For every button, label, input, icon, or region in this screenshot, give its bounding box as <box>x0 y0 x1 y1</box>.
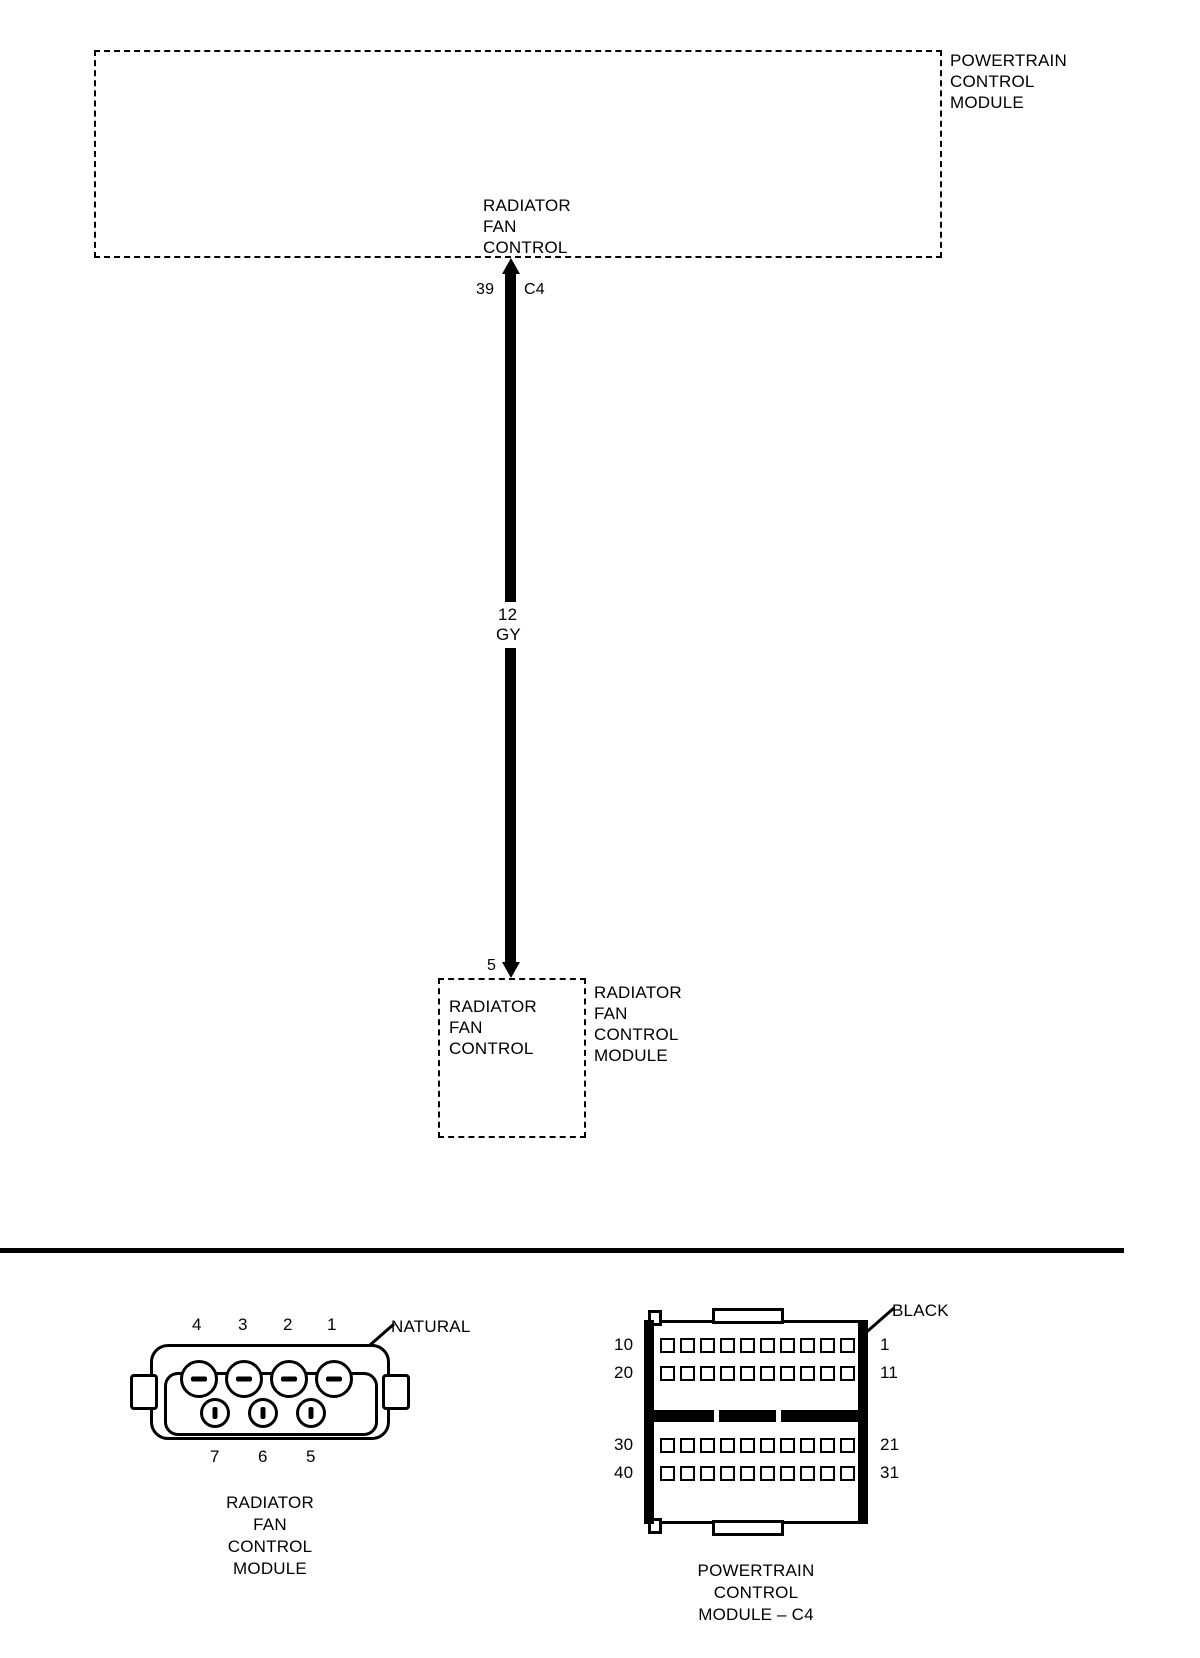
connector-b-pin <box>840 1366 855 1381</box>
connector-b-pin <box>760 1438 775 1453</box>
radiator-fan-control-module-label-line1: RADIATOR <box>594 983 682 1002</box>
connector-a-cavity-2 <box>270 1360 308 1398</box>
connector-a-pin-7: 7 <box>210 1447 220 1466</box>
connector-b-pin <box>820 1466 835 1481</box>
connector-b-right-label-11: 11 <box>880 1363 899 1382</box>
radiator-fan-control-module-label-line4: MODULE <box>594 1046 668 1065</box>
connector-a-left-tab <box>130 1374 158 1410</box>
connector-b-pin <box>700 1338 715 1353</box>
connector-b-pin <box>840 1466 855 1481</box>
connector-view-radiator-fan-control-module <box>120 1300 520 1620</box>
connector-b-left-label-40: 40 <box>614 1463 634 1482</box>
wire-segment-upper <box>505 272 516 602</box>
connector-a-pin-3: 3 <box>238 1315 248 1334</box>
connector-b-pin <box>840 1438 855 1453</box>
connector-b-pin <box>660 1438 675 1453</box>
connector-b-left-rail <box>644 1320 654 1524</box>
connector-b-pin <box>720 1338 735 1353</box>
wire-color-code: GY <box>496 625 521 644</box>
connector-a-color-callout: NATURAL <box>391 1317 471 1336</box>
connector-b-center-gap-1 <box>714 1408 719 1424</box>
radiator-fan-control-module-label-line2: FAN <box>594 1004 628 1023</box>
connector-a-cavity-6 <box>248 1398 278 1428</box>
connector-b-pin <box>700 1466 715 1481</box>
top-terminal-label-line3: CONTROL <box>483 238 568 257</box>
connector-b-left-label-30: 30 <box>614 1435 634 1454</box>
bottom-pin-number: 5 <box>487 957 497 974</box>
connector-b-pin <box>780 1366 795 1381</box>
connector-a-cavity-4-slot <box>191 1377 207 1382</box>
connector-b-pin <box>760 1366 775 1381</box>
connector-a-caption-line4: MODULE <box>233 1559 307 1578</box>
connector-b-right-label-21: 21 <box>880 1435 900 1454</box>
connector-b-pin <box>700 1438 715 1453</box>
connector-b-pin <box>720 1438 735 1453</box>
connector-b-pin <box>780 1466 795 1481</box>
top-connector-id: C4 <box>524 281 545 298</box>
connector-b-pin <box>740 1366 755 1381</box>
connector-b-pin <box>820 1438 835 1453</box>
connector-b-caption-line2: CONTROL <box>713 1583 799 1602</box>
connector-b-pin <box>660 1466 675 1481</box>
connector-b-pin <box>840 1338 855 1353</box>
connector-b-pin <box>780 1438 795 1453</box>
connector-b-color-callout: BLACK <box>892 1301 949 1320</box>
connector-b-pin <box>760 1466 775 1481</box>
connector-b-pin <box>820 1338 835 1353</box>
connector-a-caption-line1: RADIATOR <box>226 1493 314 1512</box>
connector-a-pin-6: 6 <box>258 1447 268 1466</box>
connector-b-bottom-key <box>712 1520 784 1536</box>
bottom-terminal-label-line3: CONTROL <box>449 1039 534 1058</box>
connector-a-cavity-4 <box>180 1360 218 1398</box>
connector-b-pin <box>660 1338 675 1353</box>
connector-a-cavity-3 <box>225 1360 263 1398</box>
powertrain-control-module-label-line1: POWERTRAIN <box>950 51 1067 70</box>
connector-b-pin <box>680 1466 695 1481</box>
wire-gauge: 12 <box>498 605 518 624</box>
wire-bottom-arrowhead <box>502 962 520 978</box>
connector-b-pin <box>800 1338 815 1353</box>
powertrain-control-module-label-line2: CONTROL <box>950 72 1035 91</box>
connector-b-right-label-1: 1 <box>880 1335 890 1354</box>
connector-b-pin <box>720 1366 735 1381</box>
connector-b-pin <box>740 1438 755 1453</box>
connector-a-cavity-1 <box>315 1360 353 1398</box>
connector-b-caption-line3: MODULE – C4 <box>698 1605 814 1624</box>
connector-a-cavity-3-slot <box>236 1377 252 1382</box>
connector-b-pin <box>680 1366 695 1381</box>
wire-segment-lower <box>505 648 516 964</box>
connector-a-cavity-7 <box>200 1398 230 1428</box>
connector-a-pin-2: 2 <box>283 1315 293 1334</box>
connector-a-cavity-1-slot <box>326 1377 342 1382</box>
radiator-fan-control-module-label-line3: CONTROL <box>594 1025 679 1044</box>
connector-a-cavity-2-slot <box>281 1377 297 1382</box>
connector-b-center-gap-2 <box>776 1408 781 1424</box>
connector-b-pin <box>820 1366 835 1381</box>
connector-a-cavity-5 <box>296 1398 326 1428</box>
connector-a-pin-5: 5 <box>306 1447 316 1466</box>
top-terminal-label-line2: FAN <box>483 217 517 236</box>
connector-b-left-label-10: 10 <box>614 1335 634 1354</box>
connector-b-pin <box>680 1438 695 1453</box>
connector-b-pin <box>680 1338 695 1353</box>
bottom-terminal-label-line1: RADIATOR <box>449 997 537 1016</box>
connector-a-cavity-5-slot <box>309 1407 314 1419</box>
connector-a-caption-line2: FAN <box>253 1515 287 1534</box>
powertrain-control-module-label-line3: MODULE <box>950 93 1024 112</box>
connector-b-pin <box>760 1338 775 1353</box>
connector-b-right-rail <box>858 1320 868 1524</box>
bottom-terminal-label-line2: FAN <box>449 1018 483 1037</box>
top-pin-number: 39 <box>476 281 495 298</box>
connector-b-pin <box>700 1366 715 1381</box>
connector-b-pin <box>740 1338 755 1353</box>
connector-b-right-label-31: 31 <box>880 1463 900 1482</box>
connector-a-pin-4: 4 <box>192 1315 202 1334</box>
connector-a-pin-1: 1 <box>327 1315 337 1334</box>
connector-b-caption-line1: POWERTRAIN <box>697 1561 815 1580</box>
connector-a-caption-line3: CONTROL <box>227 1537 313 1556</box>
connector-b-pin <box>800 1366 815 1381</box>
connector-b-pin <box>800 1466 815 1481</box>
section-divider <box>0 1248 1124 1253</box>
connector-b-pin <box>800 1438 815 1453</box>
connector-b-center-bar <box>644 1410 868 1422</box>
connector-b-top-key <box>712 1308 784 1324</box>
connector-a-cavity-6-slot <box>261 1407 266 1419</box>
connector-b-pin <box>660 1366 675 1381</box>
connector-b-pin <box>740 1466 755 1481</box>
powertrain-control-module-box <box>94 50 942 258</box>
connector-b-pin <box>780 1338 795 1353</box>
connector-a-cavity-7-slot <box>213 1407 218 1419</box>
top-terminal-label-line1: RADIATOR <box>483 196 571 215</box>
connector-a-right-tab <box>382 1374 410 1410</box>
connector-b-left-label-20: 20 <box>614 1363 634 1382</box>
connector-view-powertrain-control-module-c4 <box>600 1286 1020 1626</box>
connector-b-pin <box>720 1466 735 1481</box>
